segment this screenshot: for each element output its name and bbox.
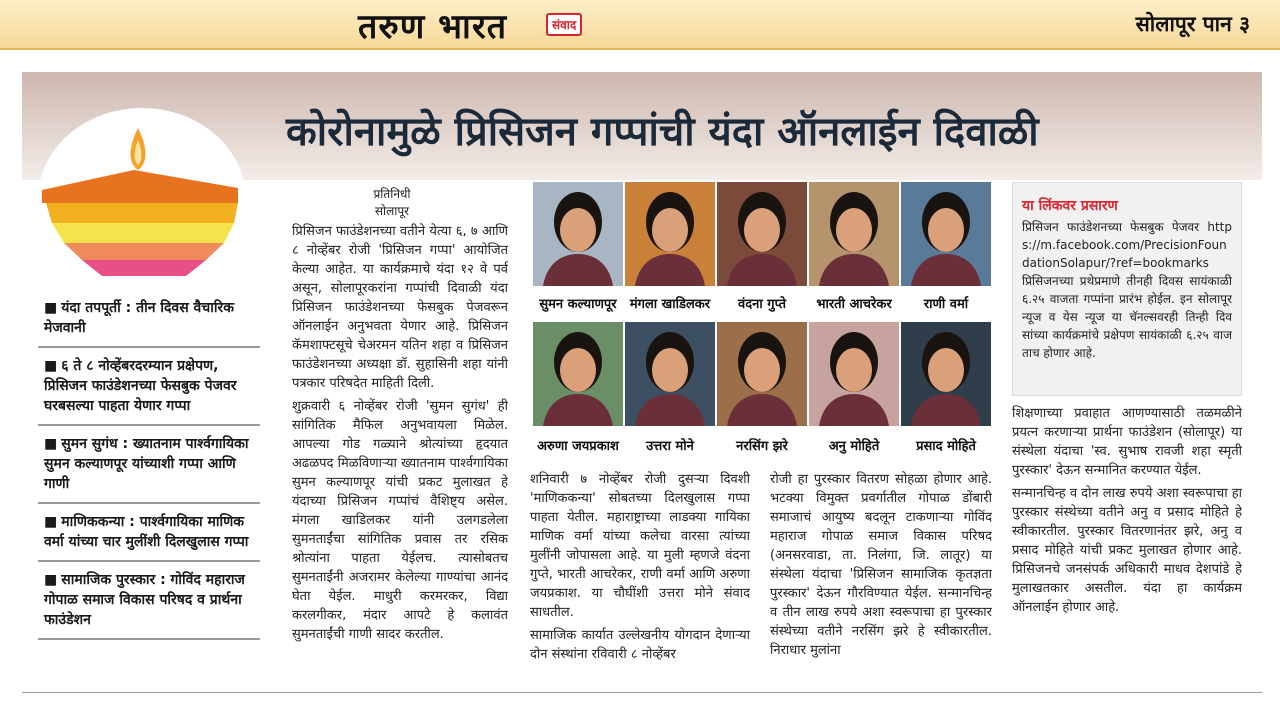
highlight-item: ■ यंदा तपपूर्ती : तीन दिवस वैचारिक मेजवानी [38,290,260,348]
brand-tag: संवाद [546,13,582,36]
byline [292,186,492,220]
portrait-photo [901,322,991,426]
paragraph: शुक्रवारी ६ नोव्हेंबर रोजी 'सुमन सुगंध' ही सांगितिक मैफिल अनुभवायला मिळेल. आपल्या गोड गळ्याने श्रोत्यांच्या हृदयात अढळपद मिळविणाऱ्या ख्यातनाम पार्श्वगायिका सुमन कल्याणपूर यांची प्रकट मुलाखत हे यंदाच्या प्रिसिजन गप्पांचं वैशिष्ट्य असेल. मंगला खाडिलकर यांनी उलगडलेला सुमनताईंचा सांगितिक प्रवास तर रसिक श्रोत्यांना पाहता येईलच. त्यासोबतच सुमनताईंनी अजरामर केलेल्या गाण्यांचा आनंद घेता येईल. माधुरी करमरकर, विद्या करलगीकर, मंदार आपटे हे कलावंत सुमनताईंची गाणी सादर करतील. [292,399,508,642]
masthead [0,0,1280,50]
portrait-photo [533,182,623,286]
photo-caption: अनु मोहिते [828,439,880,454]
byline-place: सोलापूर [374,204,410,218]
sidebar-highlights [38,290,260,640]
box-text: प्रिसिजन फाउंडेशनच्या फेसबुक पेजवर https://m.facebook.com/PrecisionFoundationSolapur/?ref=bookmarks प्रिसिजनच्या प्रथेप्रमाणे तीनही दिवस सायंकाळी ६.२५ वाजता गप्पांना प्रारंभ होईल. इन सोलापूर न्यूज व येस न्यूज या चॅनल्सवरही तिन्ही दिवसांच्या कार्यक्रमांचे प्रक्षेपण सायंकाळी ६.२५ वाजताच होणार आहे. [1022,220,1232,360]
paragraph: रोजी हा पुरस्कार वितरण सोहळा होणार आहे. भटक्या विमुक्त प्रवर्गातील गोपाळ डोंबारी समाजाचं आयुष्य बदलून टाकणाऱ्या गोविंद महाराज गोपाळ समाज विकास परिषद (अनसरवाडा, ता. निलंगा, जि. लातूर) या संस्थेला यंदाचा 'प्रिसिजन सामाजिक कृतज्ञता पुरस्कार' देऊन गौरविण्यात येईल. सन्मानचिन्ह व तीन लाख रुपये अशा स्वरूपाचा हा पुरस्कार संस्थेच्या वतीने नरसिंग झरे हे स्वीकारतील. निराधार मुलांना [770,472,992,658]
bottom-rule [22,692,1262,693]
highlight-item: ■ ६ ते ८ नोव्हेंबरदरम्यान प्रक्षेपण, प्रिसिजन फाउंडेशनच्या फेसबुक पेजवर घरबसल्या पाहता येणार गप्पा [38,348,260,426]
portrait-photo [625,182,715,286]
portrait-photo [809,322,899,426]
photo-caption: अरुणा जयप्रकाश [537,439,619,454]
photo-caption: सुमन कल्याणपूर [539,297,617,312]
article-column-1 [292,222,508,682]
paragraph: शनिवारी ७ नोव्हेंबर रोजी दुसऱ्या दिवशी 'माणिककन्या' सोबतच्या दिलखुलास गप्पा पाहता येतील. महाराष्ट्राच्या लाडक्या गायिका माणिक वर्मा यांच्या कलेचा वारसा त्यांच्या मुलींनी जोपासला आहे. या मुली म्हणजे वंदना गुप्ते, भारती आचरेकर, राणी वर्मा आणि अरुणा जयप्रकाश. या चौघींशी उत्तरा मोने संवाद साधतील. [530,472,750,620]
article-column-3 [770,470,992,684]
paragraph: प्रिसिजन फाउंडेशनच्या वतीने येत्या ६, ७ आणि ८ नोव्हेंबर रोजी 'प्रिसिजन गप्पा' आयोजित केल्या आहेत. या कार्यक्रमाचे यंदा १२ वे पर्व असून, सोलापूरकरांना गप्पांची दिवाळी यंदा प्रिसिजन फाउंडेशनच्या फेसबुक पेजवरून ऑनलाईन अनुभवता येणार आहे. प्रिसिजन कॅमशाफ्टसूचे चेअरमन यतिन शहा व प्रिसिजन फाउंडेशनच्या अध्यक्षा डॉ. सुहासिनी शहा यांनी पत्रकार परिषदेत माहिती दिली. [292,224,508,391]
photo-caption: राणी वर्मा [923,297,969,312]
page-label: सोलापूर पान ३ [1135,12,1250,36]
photo-caption: भारती आचरेकर [816,297,892,312]
portrait-photo [533,322,623,426]
article-column-2 [530,470,750,684]
paragraph: सन्मानचिन्ह व दोन लाख रुपये अशा स्वरूपाचा हा पुरस्कार संस्थेच्या वतीने अनु व प्रसाद मोहिते हे स्वीकारतील. पुरस्कार वितरणानंतर झरे, अनु व प्रसाद मोहिते यांची प्रकट मुलाखत होणार आहे. प्रिसिजनचे जनसंपर्क अधिकारी माधव देशपांडे हे मुलाखतकार असतील. यंदा हा कार्यक्रम ऑनलाईन होणार आहे. [1012,486,1242,615]
photo-caption: प्रसाद मोहिते [916,439,976,454]
portrait-photo [717,182,807,286]
diya-logo [38,108,246,290]
photo-caption: उत्तरा मोने [646,439,694,454]
byline-author: प्रतिनिधी [373,187,411,201]
photo-caption: मंगला खाडिलकर [629,297,711,312]
highlight-item: ■ सुमन सुगंध : ख्यातनाम पार्श्वगायिका सुमन कल्याणपूर यांच्याशी गप्पा आणि गाणी [38,426,260,504]
portrait-photo [901,182,991,286]
highlight-item: ■ सामाजिक पुरस्कार : गोविंद महाराज गोपाळ समाज विकास परिषद व प्रार्थना फाउंडेशन [38,562,260,640]
portrait-photo [809,182,899,286]
newspaper-brand: तरुण भारत [358,7,508,47]
article-column-4 [1012,404,1242,684]
paragraph: शिक्षणाच्या प्रवाहात आणण्यासाठी तळमळीने प्रयत्न करणाऱ्या प्रार्थना फाउंडेशन (सोलापूर) या संस्थेला यंदाचा 'स्व. सुभाष रावजी शहा स्मृती पुरस्कार' देऊन सन्मानित करण्यात येईल. [1012,406,1242,478]
photo-caption: नरसिंग झरे [736,439,788,454]
headline: कोरोनामुळे प्रिसिजन गप्पांची यंदा ऑनलाईन दिवाळी [286,109,1039,155]
highlight-item: ■ माणिककन्या : पार्श्वगायिका माणिक वर्मा यांच्या चार मुलींशी दिलखुलास गप्पा [38,504,260,562]
photo-caption: वंदना गुप्ते [738,297,786,312]
portrait-photo [625,322,715,426]
paragraph: सामाजिक कार्यात उल्लेखनीय योगदान देणाऱ्या दोन संस्थांना रविवारी ८ नोव्हेंबर [530,628,750,662]
box-title: या लिंकवर प्रसारण [1022,198,1118,214]
portrait-photo [717,322,807,426]
